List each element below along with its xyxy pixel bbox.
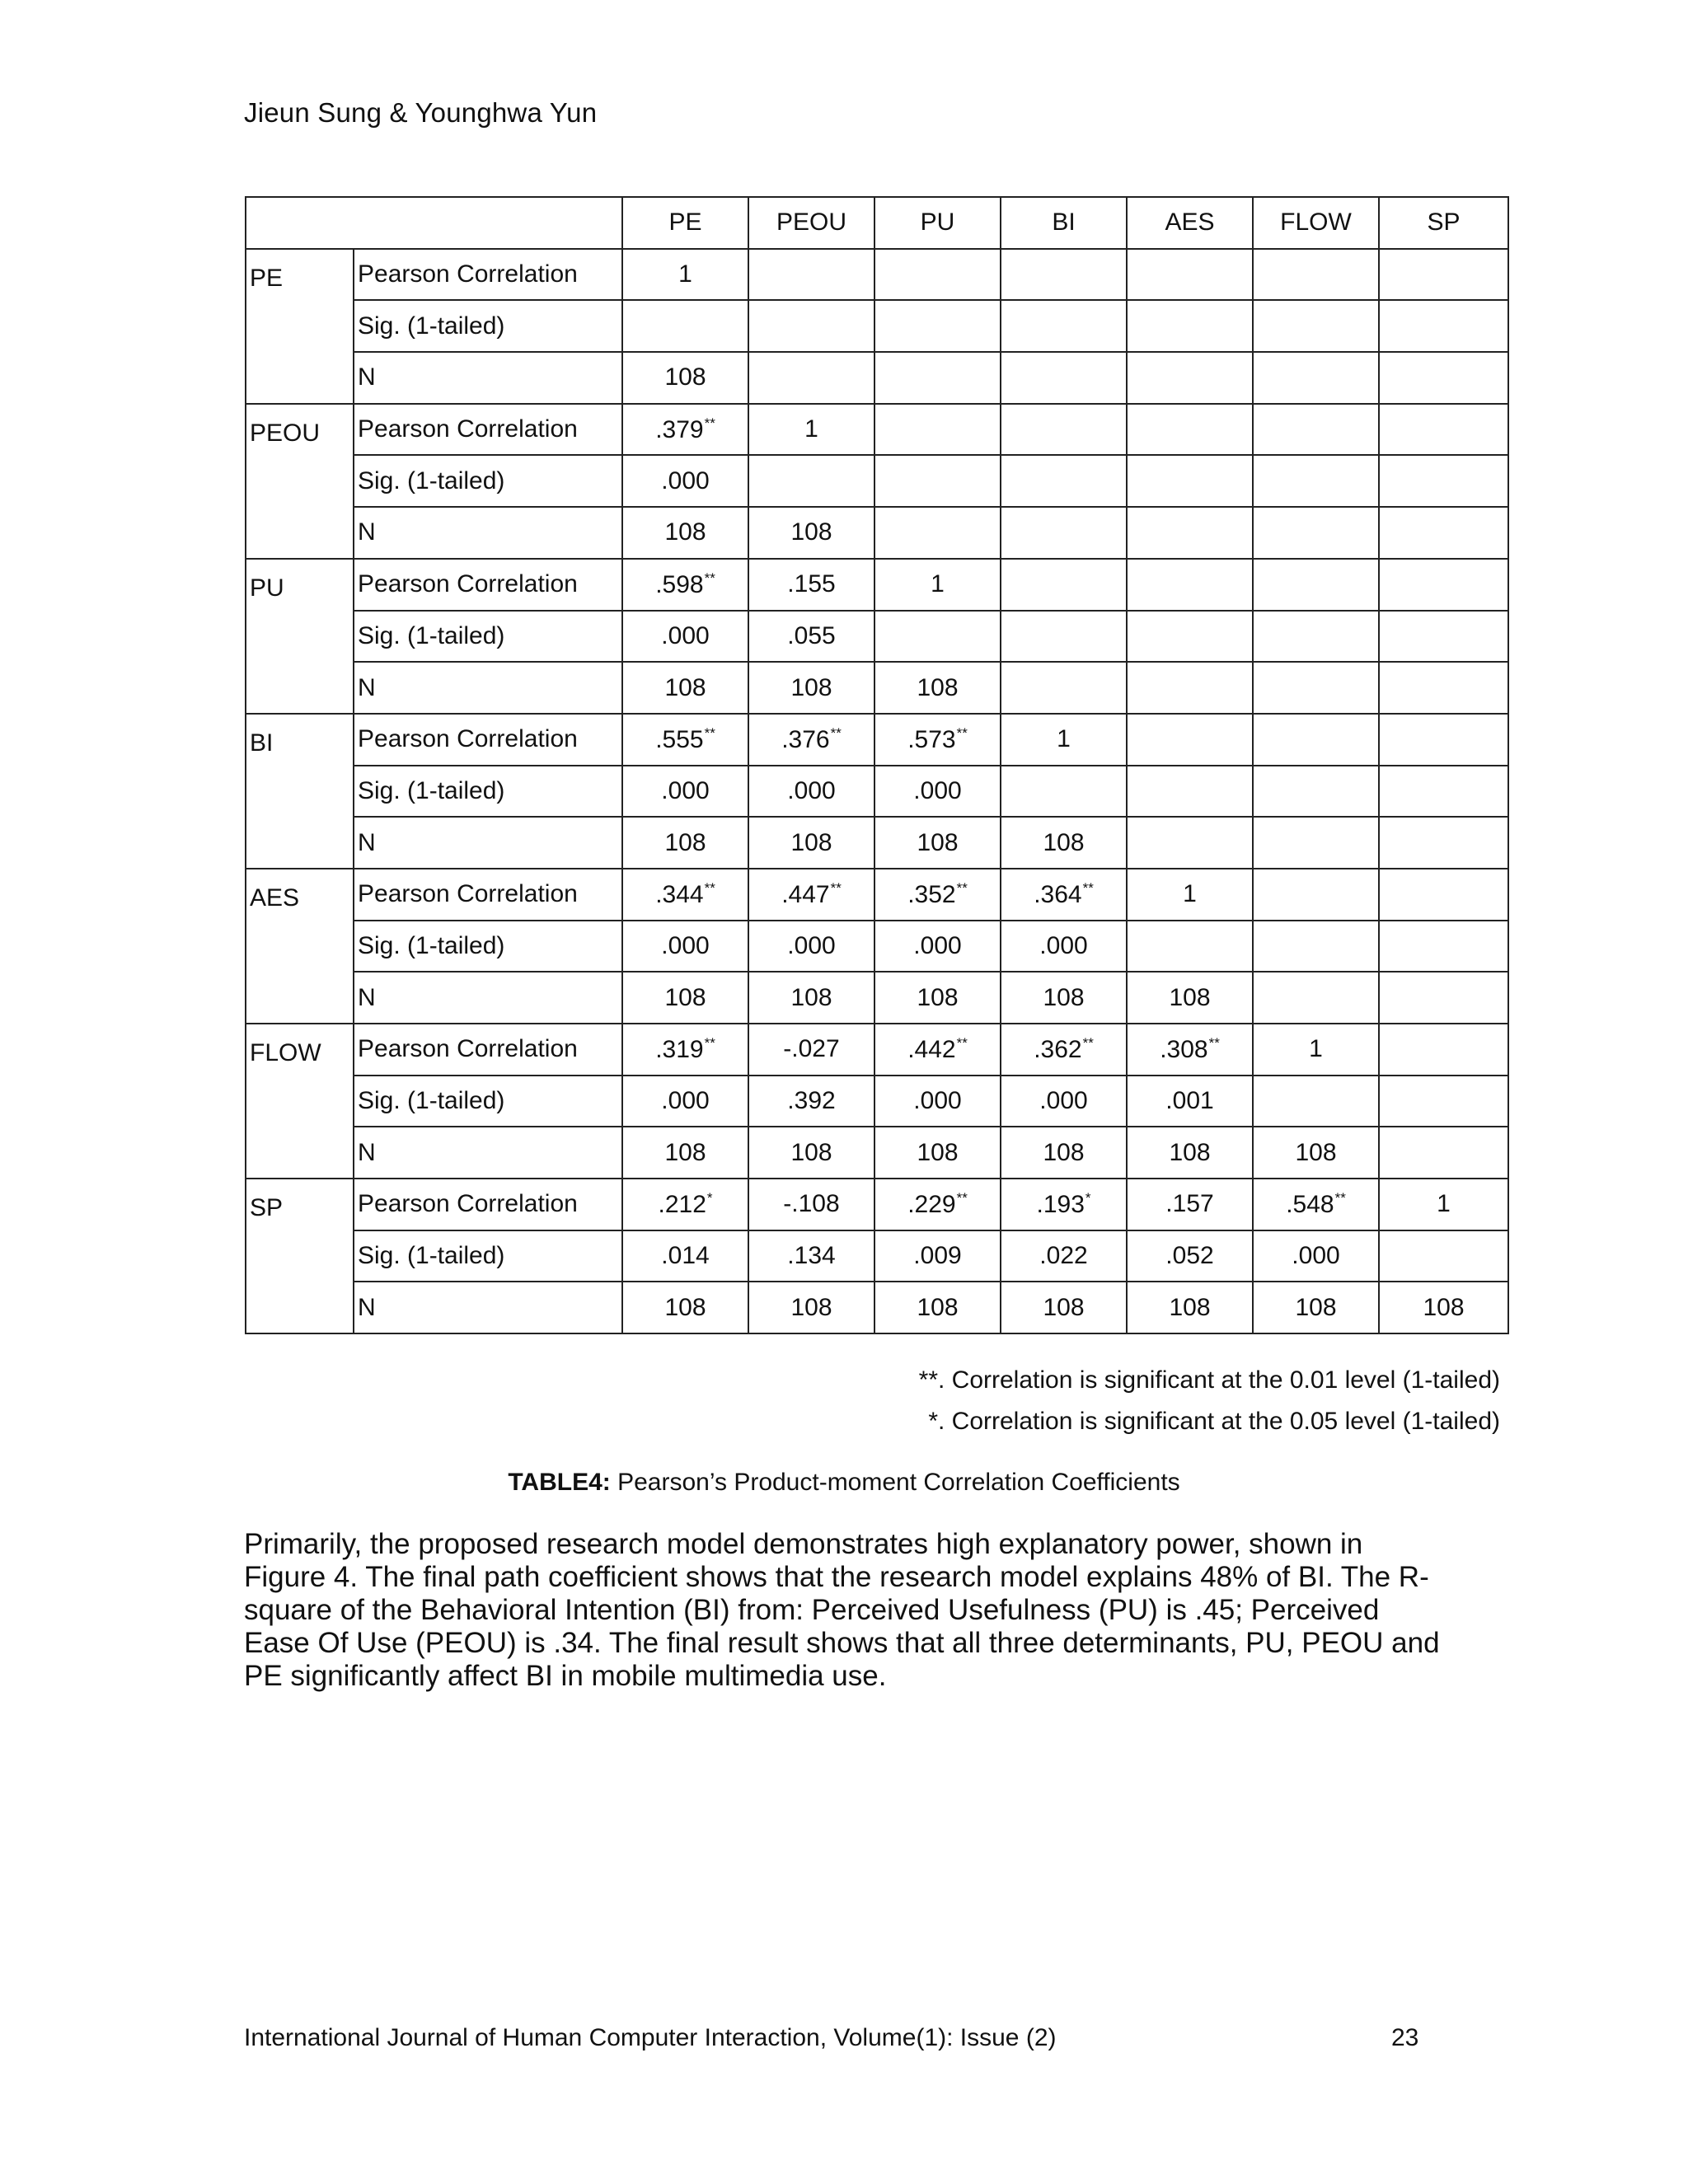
table-cell: 108 [1001, 1127, 1127, 1179]
statistic-label: Sig. (1-tailed) [354, 766, 622, 818]
table-row [246, 300, 1508, 352]
table-caption-text: Pearson’s Product-moment Correlation Coefficients [610, 1469, 1180, 1496]
significance-marker: ** [704, 570, 715, 587]
table-cell [1127, 300, 1253, 352]
table-cell: .000 [622, 611, 748, 663]
correlation-value: 1 [1057, 725, 1071, 753]
table-row [246, 1230, 1508, 1282]
table-row [246, 611, 1508, 663]
table-cell [748, 714, 874, 766]
table-cell [874, 1024, 1001, 1076]
table-row [246, 507, 1508, 559]
statistic-label: Pearson Correlation [354, 404, 622, 456]
table-cell: .000 [748, 766, 874, 818]
table-cell [1127, 404, 1253, 456]
table-cell [1379, 300, 1508, 352]
table-cell [1253, 249, 1379, 301]
significance-marker: * [706, 1190, 713, 1207]
table-cell: .000 [748, 921, 874, 972]
table-cell: 108 [1127, 972, 1253, 1024]
table-cell [748, 559, 874, 611]
table-cell [1253, 817, 1379, 869]
table-cell: 108 [748, 662, 874, 714]
table-cell [874, 249, 1001, 301]
table-cell [748, 1024, 874, 1076]
table-cell [874, 869, 1001, 921]
table-cell: 108 [622, 972, 748, 1024]
correlation-value: .319 [655, 1036, 704, 1064]
significance-marker: ** [1082, 880, 1094, 897]
table-cell [874, 507, 1001, 559]
table-cell [622, 559, 748, 611]
table-cell [1001, 869, 1127, 921]
table-cell [1001, 559, 1127, 611]
table-row [246, 921, 1508, 972]
column-header: FLOW [1253, 197, 1379, 249]
table-row [246, 972, 1508, 1024]
table-cell [1253, 300, 1379, 352]
table-cell [874, 300, 1001, 352]
table-cell [748, 249, 874, 301]
table-cell: .000 [1001, 921, 1127, 972]
correlation-value: .548 [1286, 1191, 1334, 1219]
table-cell [874, 714, 1001, 766]
table-cell: 108 [1253, 1127, 1379, 1179]
table-cell [622, 714, 748, 766]
column-header: BI [1001, 197, 1127, 249]
footer-journal-citation: International Journal of Human Computer Interaction, Volume(1): Issue (2) [244, 2024, 1057, 2051]
body-paragraph: Primarily, the proposed research model demonstrates high explanatory power, shown in Figure 4. The final path coefficient shows that the research model explains 48% of BI. The R-square of the Behavioral Intention (BI) from: Perceived Usefulness (PU) is .45; Perceived Ease Of Use (PEOU) is .34. The final result shows that all three determinants, PU, PEOU and PE significantly affect BI in mobile multimedia use. [244, 1528, 1440, 1692]
significance-marker: ** [956, 1035, 968, 1052]
correlation-value: .555 [655, 726, 704, 754]
table-cell [1127, 249, 1253, 301]
significance-marker: * [1085, 1190, 1091, 1207]
significance-note-001: **. Correlation is significant at the 0.01 level (1-tailed) [918, 1366, 1500, 1394]
table-cell [1127, 507, 1253, 559]
table-cell [1001, 766, 1127, 818]
correlation-value: .344 [655, 881, 704, 909]
correlation-value: .598 [655, 571, 704, 599]
correlation-value: .376 [781, 726, 830, 754]
table-cell: .000 [1001, 1076, 1127, 1127]
correlation-value: .447 [781, 881, 830, 909]
table-cell [1001, 1024, 1127, 1076]
table-cell [748, 404, 874, 456]
table-cell: .052 [1127, 1230, 1253, 1282]
significance-marker: ** [956, 725, 968, 742]
table-cell: .134 [748, 1230, 874, 1282]
running-header-authors: Jieun Sung & Younghwa Yun [244, 97, 598, 128]
table-row [246, 559, 1508, 611]
table-row [246, 1282, 1508, 1333]
correlation-value: .352 [907, 881, 956, 909]
table-cell [1127, 611, 1253, 663]
table-cell [1379, 766, 1508, 818]
table-cell [1127, 714, 1253, 766]
correlation-value: -.108 [783, 1190, 840, 1218]
correlation-value: .157 [1165, 1190, 1214, 1218]
table-cell [1001, 404, 1127, 456]
table-cell [1379, 559, 1508, 611]
table-cell: 108 [1001, 817, 1127, 869]
statistic-label: Sig. (1-tailed) [354, 1076, 622, 1127]
table-cell [1001, 1179, 1127, 1230]
table-cell [874, 352, 1001, 404]
statistic-label: Sig. (1-tailed) [354, 300, 622, 352]
table-row [246, 1179, 1508, 1230]
table-cell: 108 [748, 507, 874, 559]
significance-marker: ** [704, 415, 715, 432]
table-row [246, 766, 1508, 818]
table-cell [1001, 455, 1127, 507]
correlation-value: 1 [804, 415, 818, 443]
table-cell [1001, 249, 1127, 301]
table-cell [1127, 921, 1253, 972]
table-cell: .000 [874, 766, 1001, 818]
table-cell [1001, 300, 1127, 352]
table-cell [622, 249, 748, 301]
table-cell: .000 [622, 921, 748, 972]
table-cell [1127, 662, 1253, 714]
table-cell [1379, 611, 1508, 663]
table-cell: .000 [622, 766, 748, 818]
table-cell [1253, 1024, 1379, 1076]
statistic-label: Sig. (1-tailed) [354, 1230, 622, 1282]
table-cell [1127, 766, 1253, 818]
statistic-label: Sig. (1-tailed) [354, 921, 622, 972]
statistic-label: Sig. (1-tailed) [354, 611, 622, 663]
table-cell [874, 611, 1001, 663]
significance-marker: ** [1082, 1035, 1094, 1052]
statistic-label: Pearson Correlation [354, 714, 622, 766]
table-cell [1379, 455, 1508, 507]
statistic-label: Pearson Correlation [354, 249, 622, 301]
correlation-value: .362 [1034, 1036, 1082, 1064]
table-cell [1379, 1230, 1508, 1282]
table-caption [0, 1469, 1688, 1497]
table-cell: 108 [874, 1282, 1001, 1333]
table-cell [874, 1179, 1001, 1230]
correlation-value: .573 [907, 726, 956, 754]
correlation-value: .379 [655, 416, 704, 444]
statistic-label: N [354, 352, 622, 404]
table-cell [748, 352, 874, 404]
table-cell [1253, 714, 1379, 766]
table-cell: .055 [748, 611, 874, 663]
column-header: PU [874, 197, 1001, 249]
table-cell [874, 559, 1001, 611]
table-cell [1379, 1076, 1508, 1127]
significance-note-005: *. Correlation is significant at the 0.05 level (1-tailed) [928, 1408, 1500, 1435]
table-cell [874, 455, 1001, 507]
statistic-label: N [354, 507, 622, 559]
table-cell: 108 [622, 507, 748, 559]
significance-marker: ** [956, 880, 968, 897]
table-cell: 108 [1001, 1282, 1127, 1333]
table-cell [1379, 1179, 1508, 1230]
correlation-value: .364 [1034, 881, 1082, 909]
table-cell: .001 [1127, 1076, 1253, 1127]
table-row [246, 714, 1508, 766]
variable-label: FLOW [246, 1024, 354, 1179]
table-cell [1379, 352, 1508, 404]
statistic-label: Pearson Correlation [354, 1179, 622, 1230]
table-cell [1253, 559, 1379, 611]
table-cell [1379, 662, 1508, 714]
table-cell: 108 [748, 817, 874, 869]
table-cell [1253, 352, 1379, 404]
table-cell: 108 [748, 972, 874, 1024]
table-cell: 108 [1127, 1127, 1253, 1179]
column-header: PE [622, 197, 748, 249]
statistic-label: N [354, 1282, 622, 1333]
table-cell [1379, 921, 1508, 972]
correlation-value: .308 [1160, 1036, 1208, 1064]
table-cell: 108 [748, 1282, 874, 1333]
table-cell: .000 [874, 1076, 1001, 1127]
table-cell [748, 300, 874, 352]
table-cell: 108 [874, 1127, 1001, 1179]
variable-label: PEOU [246, 404, 354, 559]
column-header: SP [1379, 197, 1508, 249]
table-cell [1001, 714, 1127, 766]
table-cell [1253, 972, 1379, 1024]
table-cell [1127, 1024, 1253, 1076]
table-cell: 108 [622, 352, 748, 404]
table-row [246, 662, 1508, 714]
table-cell [1253, 507, 1379, 559]
table-cell [622, 1179, 748, 1230]
table-cell [1001, 352, 1127, 404]
table-cell [1253, 766, 1379, 818]
table-cell: 108 [622, 662, 748, 714]
table-cell [748, 455, 874, 507]
table-cell [1127, 352, 1253, 404]
table-cell [1379, 817, 1508, 869]
variable-label: PE [246, 249, 354, 404]
statistic-label: N [354, 662, 622, 714]
table-row [246, 352, 1508, 404]
statistic-label: N [354, 972, 622, 1024]
table-cell: 108 [874, 817, 1001, 869]
table-header-blank [246, 197, 622, 249]
table-cell [1253, 1076, 1379, 1127]
table-row [246, 455, 1508, 507]
table-row [246, 1024, 1508, 1076]
table-row [246, 1127, 1508, 1179]
table-row [246, 869, 1508, 921]
correlation-value: 1 [931, 570, 945, 598]
table-cell [1379, 404, 1508, 456]
table-row [246, 817, 1508, 869]
table-cell [622, 300, 748, 352]
table-cell: 108 [622, 1127, 748, 1179]
statistic-label: Pearson Correlation [354, 869, 622, 921]
table-cell: 108 [622, 1282, 748, 1333]
table-cell [1127, 559, 1253, 611]
table-cell [1253, 404, 1379, 456]
table-cell: .000 [622, 1076, 748, 1127]
table-cell: 108 [622, 817, 748, 869]
table-cell [1253, 611, 1379, 663]
table-cell [874, 404, 1001, 456]
table-cell [1127, 869, 1253, 921]
table-cell [1379, 1024, 1508, 1076]
significance-marker: ** [704, 880, 715, 897]
table-cell [1001, 611, 1127, 663]
table-row [246, 249, 1508, 301]
column-header: PEOU [748, 197, 874, 249]
correlation-table [245, 196, 1509, 1334]
significance-marker: ** [956, 1190, 968, 1207]
table-cell: .022 [1001, 1230, 1127, 1282]
table-cell: .009 [874, 1230, 1001, 1282]
table-cell [622, 869, 748, 921]
statistic-label: N [354, 1127, 622, 1179]
variable-label: SP [246, 1179, 354, 1333]
table-cell [1127, 455, 1253, 507]
table-cell [1379, 249, 1508, 301]
table-cell: 108 [1379, 1282, 1508, 1333]
significance-marker: ** [1334, 1190, 1346, 1207]
significance-marker: ** [704, 1035, 715, 1052]
table-cell: .000 [874, 921, 1001, 972]
table-cell [1379, 507, 1508, 559]
table-caption-label: TABLE4: [508, 1469, 611, 1496]
table-cell: 108 [874, 662, 1001, 714]
statistic-label: Pearson Correlation [354, 1024, 622, 1076]
significance-marker: ** [830, 880, 842, 897]
correlation-value: .212 [658, 1191, 706, 1219]
variable-label: BI [246, 714, 354, 869]
significance-marker: ** [704, 725, 715, 742]
table-cell [748, 869, 874, 921]
table-cell: 108 [874, 972, 1001, 1024]
table-cell [1001, 507, 1127, 559]
table-cell [1127, 817, 1253, 869]
table-cell [1379, 714, 1508, 766]
table-cell: 108 [748, 1127, 874, 1179]
table-cell [1253, 869, 1379, 921]
correlation-value: 1 [1309, 1035, 1323, 1063]
table-cell: .392 [748, 1076, 874, 1127]
table-cell [748, 1179, 874, 1230]
table-cell [1253, 455, 1379, 507]
table-cell [622, 1024, 748, 1076]
table-cell [1253, 662, 1379, 714]
table-cell [1379, 1127, 1508, 1179]
correlation-value: .193 [1036, 1191, 1085, 1219]
table-cell [1001, 662, 1127, 714]
statistic-label: Sig. (1-tailed) [354, 455, 622, 507]
table-cell [1379, 972, 1508, 1024]
table-row [246, 1076, 1508, 1127]
table-cell: 108 [1253, 1282, 1379, 1333]
table-cell: 108 [1127, 1282, 1253, 1333]
table-cell [1379, 869, 1508, 921]
table-header-row [246, 197, 1508, 249]
significance-marker: ** [830, 725, 842, 742]
table-cell [1253, 1179, 1379, 1230]
variable-label: AES [246, 869, 354, 1024]
table-cell [1253, 921, 1379, 972]
table-cell [1127, 1179, 1253, 1230]
correlation-value: 1 [1183, 880, 1197, 908]
table-cell [622, 404, 748, 456]
table-cell: .014 [622, 1230, 748, 1282]
correlation-table-body [246, 197, 1508, 1333]
table-row [246, 404, 1508, 456]
statistic-label: N [354, 817, 622, 869]
variable-label: PU [246, 559, 354, 714]
correlation-value: .155 [787, 570, 836, 598]
footer-page-number: 23 [1391, 2024, 1419, 2051]
correlation-value: 1 [1437, 1190, 1451, 1218]
column-header: AES [1127, 197, 1253, 249]
statistic-label: Pearson Correlation [354, 559, 622, 611]
correlation-value: 1 [678, 260, 692, 288]
table-cell: .000 [1253, 1230, 1379, 1282]
correlation-value: -.027 [783, 1035, 840, 1063]
significance-marker: ** [1208, 1035, 1220, 1052]
correlation-value: .442 [907, 1036, 956, 1064]
table-cell: 108 [1001, 972, 1127, 1024]
correlation-value: .229 [907, 1191, 956, 1219]
table-cell: .000 [622, 455, 748, 507]
